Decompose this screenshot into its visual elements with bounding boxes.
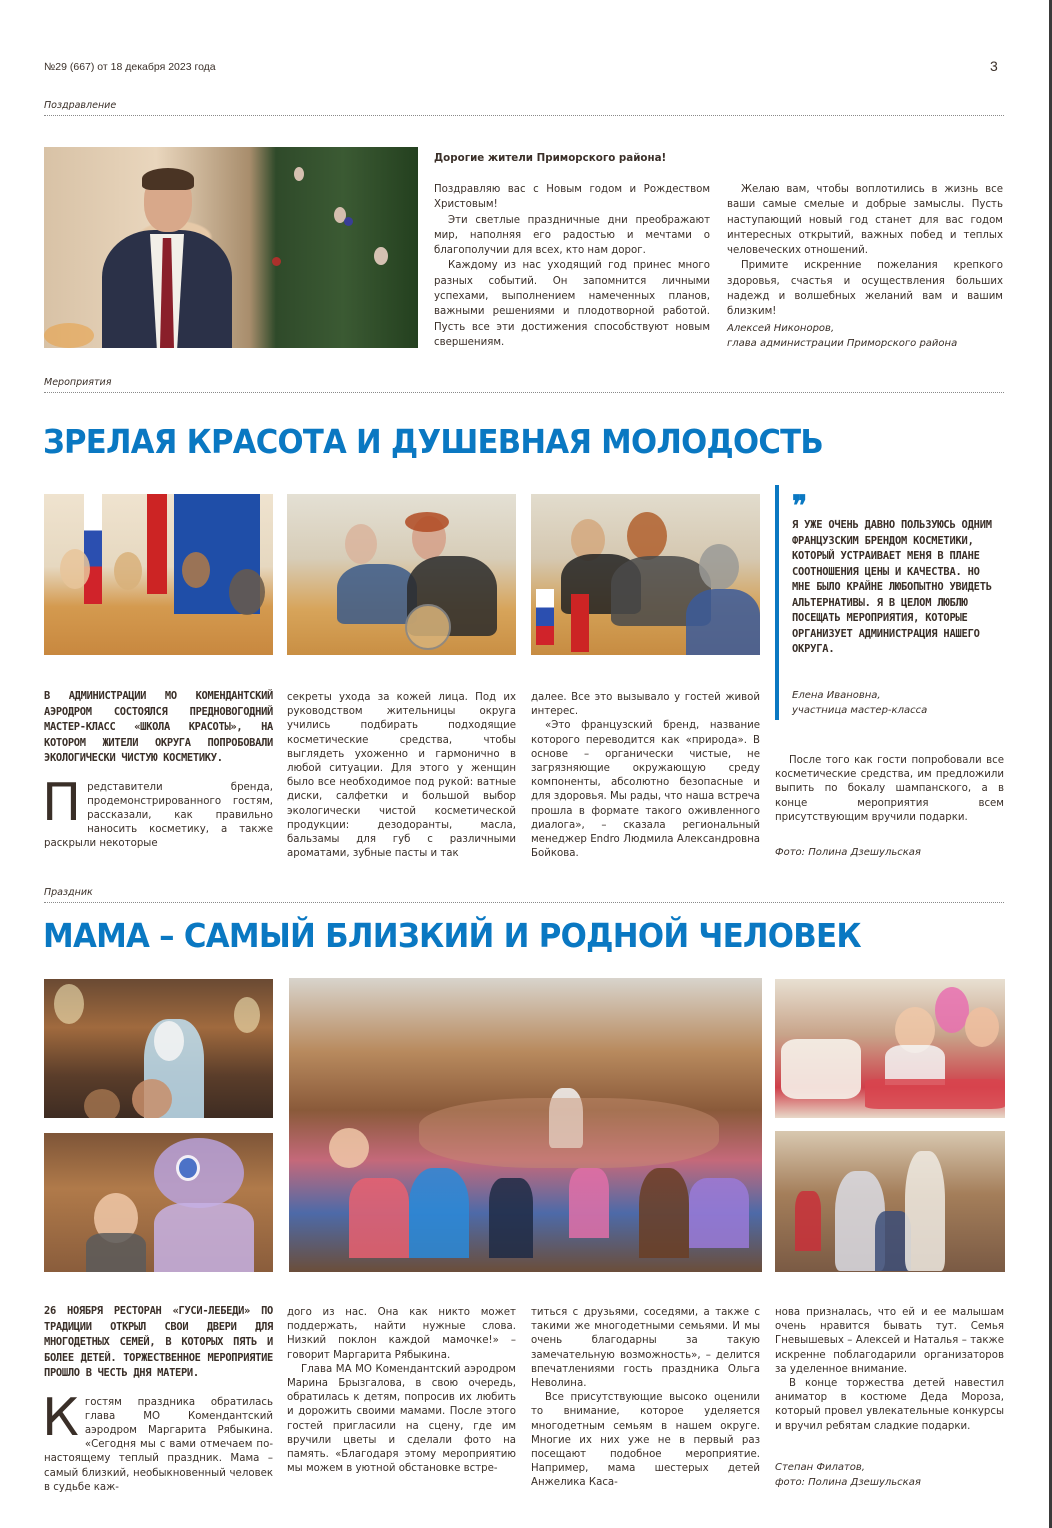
greeting-signature bbox=[727, 321, 957, 351]
greeting-paragraph: Желаю вам, чтобы воплотились в жизнь все ваши самые смелые и добрые замыслы. Пусть наступающий новый год станет для вас годом интересных открытий, важных побед и теплых человеческих отношений. bbox=[727, 184, 1003, 257]
dropcap-letter: К bbox=[42, 1387, 79, 1448]
article2-photo-gifts bbox=[775, 979, 1005, 1118]
article2-paragraph: Глава МА МО Комендантский аэродром Марина Брызгалова, в свою очередь, обратилась к детям, попросив их любить и дорожить своими мамами. После этого гостей пригласили на сцену, где им вручили цветы и сделали фото на память. «Благодаря этому мероприятию мы можем в уютной обстановке встре- bbox=[287, 1363, 516, 1475]
quote-mark-icon: ❞ bbox=[792, 489, 808, 522]
article2-photo-santa bbox=[44, 979, 273, 1118]
article1-photo-1 bbox=[44, 494, 273, 655]
article1-paragraph: После того как гости попробовали все косметические средства, им предложили выпить по бокалу шампанского, а в конце мероприятия всем присутствующим вручили подарки. bbox=[775, 755, 1004, 823]
signature-name: Алексей Никоноров, bbox=[727, 323, 835, 334]
article2-column-4 bbox=[775, 1306, 1004, 1434]
rubric-events: Мероприятия bbox=[44, 377, 112, 388]
article1-photo-2 bbox=[287, 494, 516, 655]
official-portrait-photo bbox=[44, 147, 418, 348]
article2-photo-dance bbox=[775, 1131, 1005, 1272]
article2-lead: 26 НОЯБРЯ РЕСТОРАН «ГУСИ-ЛЕБЕДИ» ПО ТРАДИЦИИ ОТКРЫЛ СВОИ ДВЕРИ ДЛЯ МНОГОДЕТНЫХ СЕМЕЙ, В КОТОРЫХ ПЯТЬ И БОЛЕЕ ДЕТЕЙ. ТОРЖЕСТВЕННОЕ МЕРОПРИЯТИЕ ПРОШЛО В ЧЕСТЬ ДНЯ МАТЕРИ. bbox=[44, 1305, 273, 1379]
greeting-column-2 bbox=[727, 182, 1003, 320]
article2-paragraph: Все присутствующие высоко оценили то внимание, которое уделяется многодетным семьям в нашем округе. Многие их них уже не в первый раз посещают подобное мероприятие. Например, мама шестерых детей Анжелика Каса- bbox=[531, 1392, 760, 1489]
quote-author-role: участница мастер-класса bbox=[792, 705, 928, 716]
article2-column-1 bbox=[44, 1304, 273, 1495]
article2-paragraph: нова призналась, что ей и ее малышам очень нравится бывать тут. Семья Гневышевых – Алексей и Наталья – также искренне поблагодарили организаторов за уделенное внимание. bbox=[775, 1307, 1004, 1375]
official-figure bbox=[102, 172, 232, 348]
article1-paragraph: секреты ухода за кожей лица. Под их руководством жительницы округа учились подбирать подходящие косметические средства, чтобы выглядеть ухоженно и гармонично в любой ситуации. Для этого у женщин было все необходимое под рукой: ватные диски, салфетки и большой выбор экологически чистой косметической продукции: дезодоранты, масла, бальзамы для губ с различными ароматами, зубные пасты и так bbox=[287, 692, 516, 860]
article1-paragraph: редставители бренда, продемонстрированного гостям, рассказали, как правильно наносить косметику, а также раскрыли некоторые bbox=[44, 781, 273, 850]
article1-headline: ЗРЕЛАЯ КРАСОТА И ДУШЕВНАЯ МОЛОДОСТЬ bbox=[43, 422, 823, 461]
article2-paragraph: гостям праздника обратилась глава МО Комендантский аэродром Маргарита Рябыкина. «Сегодня мы с вами отмечаем по-настоящему теплый праздник. Мама – самый близкий, необыкновенный человек в судьбе каж- bbox=[44, 1396, 273, 1493]
quote-author-name: Елена Ивановна, bbox=[792, 690, 881, 701]
article1-photo-credit: Фото: Полина Дзешульская bbox=[775, 847, 921, 858]
rubric-holiday: Праздник bbox=[44, 887, 93, 898]
article2-photo-facepaint bbox=[44, 1133, 273, 1272]
article1-column-3 bbox=[531, 691, 760, 861]
article2-author: Степан Филатов, bbox=[775, 1462, 865, 1473]
article1-column-4 bbox=[775, 754, 1004, 825]
greeting-paragraph: Эти светлые праздничные дни преображают мир, наполняя его радостью и мечтами о благополучии для всех, кто нам дорог. bbox=[434, 214, 710, 257]
article1-lead: В АДМИНИСТРАЦИИ МО КОМЕНДАНТСКИЙ АЭРОДРОМ СОСТОЯЛСЯ ПРЕДНОВОГОДНИЙ МАСТЕР-КЛАСС «ШКОЛА КРАСОТЫ», НА КОТОРОМ ЖИТЕЛИ ОКРУГА ПОПРОБОВАЛИ ЭКОЛОГИЧЕСКИ ЧИСТУЮ КОСМЕТИКУ. bbox=[44, 690, 273, 764]
greeting-column-1 bbox=[434, 182, 710, 350]
article1-column-1 bbox=[44, 689, 273, 852]
pull-quote-text: Я УЖЕ ОЧЕНЬ ДАВНО ПОЛЬЗУЮСЬ ОДНИМ ФРАНЦУЗСКИМ БРЕНДОМ КОСМЕТИКИ, КОТОРЫЙ УСТРАИВАЕТ МЕНЯ В ПЛАНЕ СООТНОШЕНИЯ ЦЕНЫ И КАЧЕСТВА. НО МНЕ БЫЛО КРАЙНЕ ЛЮБОПЫТНО УВИДЕТЬ АЛЬТЕРНАТИВЫ. Я В ЦЕЛОМ ЛЮБЛЮ ПОСЕЩАТЬ МЕРОПРИЯТИЯ, КОТОРЫЕ ОРГАНИЗУЕТ АДМИНИСТРАЦИЯ НАШЕГО ОКРУГА. bbox=[792, 519, 992, 655]
article1-paragraph: «Это французский бренд, название которого переводится как «природа». В основе – органически чистые, не загрязняющие окружающую среду компоненты, абсолютно безопасные и для здоровья. Мы рады, что наша встреча прошла в формате такого оживленного диалога», – сказала региональный менеджер Endro Людмила Александровна Бойкова. bbox=[531, 720, 760, 860]
article2-credits bbox=[775, 1460, 921, 1490]
article2-photo-group bbox=[289, 978, 762, 1272]
article2-paragraph: титься с друзьями, соседями, а также с такими же многодетными семьями. И мы очень благодарны за такую замечательную возможность», – делится впечатлениями гость праздника Ольга Неволина. bbox=[531, 1307, 760, 1390]
article2-headline: МАМА – САМЫЙ БЛИЗКИЙ И РОДНОЙ ЧЕЛОВЕК bbox=[43, 916, 861, 955]
section-divider bbox=[44, 392, 1004, 393]
article1-body-start bbox=[42, 772, 273, 852]
article1-photo-3 bbox=[531, 494, 760, 655]
signature-title: глава администрации Приморского района bbox=[727, 338, 958, 349]
greeting-paragraph: Примите искренние пожелания крепкого здоровья, счастья и осуществления больших надежд и волшебных желаний вам и вашим близким! bbox=[727, 260, 1003, 318]
greeting-paragraph: Каждому из нас уходящий год принес много разных событий. Он запомнится личными успехами, выполнением намеченных планов, важными решениями и плодотворной работой. Пусть все эти достижения способствуют новым свершениям. bbox=[434, 260, 710, 348]
article2-column-3 bbox=[531, 1306, 760, 1491]
article2-column-2 bbox=[287, 1306, 516, 1476]
page-number: 3 bbox=[990, 58, 998, 74]
article2-photo-credit: фото: Полина Дзешульская bbox=[775, 1477, 921, 1488]
section-divider bbox=[44, 115, 1004, 116]
article2-paragraph: дого из нас. Она как никто может поддержать, найти нужные слова. Низкий поклон каждой мамочке!» – говорит Маргарита Рябыкина. bbox=[287, 1307, 516, 1361]
section-divider bbox=[44, 902, 1004, 903]
issue-line: №29 (667) от 18 декабря 2023 года bbox=[44, 61, 216, 73]
greeting-paragraph: Поздравляю вас с Новым годом и Рождеством Христовым! bbox=[434, 184, 710, 211]
article1-column-2 bbox=[287, 691, 516, 861]
greeting-salutation: Дорогие жители Приморского района! bbox=[434, 152, 667, 164]
pull-quote-author bbox=[792, 688, 927, 718]
article1-paragraph: далее. Все это вызывало у гостей живой интерес. bbox=[531, 692, 760, 718]
rubric-greeting: Поздравление bbox=[44, 100, 117, 111]
dropcap-letter: П bbox=[42, 772, 82, 833]
article2-paragraph: В конце торжества детей навестил аниматор в костюме Деда Мороза, который провел увлекательные конкурсы и вручил ребятам сладкие подарки. bbox=[775, 1378, 1004, 1432]
article2-body-start bbox=[42, 1387, 273, 1495]
quote-accent-bar bbox=[775, 485, 779, 720]
